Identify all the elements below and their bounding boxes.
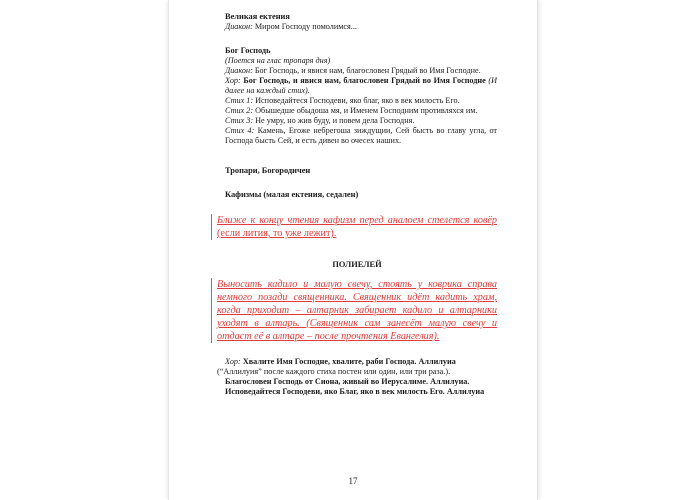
- verse-text: Камень, Егоже небрегоша зиждущии, Сей бысть во главу угла, от Господа бысть Сей, и есть дивен во очесех наших.: [225, 126, 498, 145]
- line-blessed-sion: Благословен Господь от Сиона, живый во Иерусалиме. Аллилуиа.: [225, 377, 470, 386]
- role-label: Диакон:: [225, 22, 253, 31]
- rubric-note-carpet: [211, 214, 497, 240]
- bog-note: (Поется на глас тропаря дня): [225, 56, 331, 65]
- line-text: Хвалите Имя Господне, хвалите, раби Господа. Аллилуиа: [240, 357, 456, 366]
- deacon-line: [217, 22, 497, 32]
- section-title-great-litany: Великая ектения: [225, 12, 290, 21]
- verse-label: Стих 2:: [225, 106, 254, 115]
- document-page: [168, 0, 538, 500]
- line-note: (И далее на каждый стих).: [225, 76, 497, 95]
- verse-line: [217, 106, 497, 116]
- verse-line: [217, 126, 497, 146]
- rubric-note-plain: (если лития, то уже лежит).: [217, 228, 337, 239]
- verse-label: Стих 3:: [225, 116, 254, 125]
- role-label: Хор:: [225, 76, 241, 85]
- verse-line: [217, 96, 497, 106]
- role-label: Диакон:: [225, 66, 253, 75]
- verse-text: Исповедайтеся Господеви, яко благ, яко в век милость Его.: [253, 96, 460, 105]
- verse-line: [217, 116, 497, 126]
- line-confess: Исповедайтеся Господеви, яко Благ, яко в век милость Его. Аллилуиа: [225, 387, 485, 396]
- section-title-polieley: ПОЛИЕЛЕЙ: [332, 260, 382, 269]
- line-text: Бог Господь, и явися нам, благословен Грядый во Имя Господне.: [252, 66, 481, 75]
- role-label: Хор:: [225, 357, 241, 366]
- page-number: 17: [348, 476, 358, 486]
- verse-label: Стих 1:: [225, 96, 254, 105]
- verse-text: Не умру, но жив буду, и повем дела Господня.: [253, 116, 415, 125]
- verse-label: Стих 4:: [225, 126, 255, 135]
- line-text: Бог Господь, и явися нам, благословен Грядый во Имя Господне: [240, 76, 486, 85]
- choir-praise-line: [217, 357, 497, 367]
- choir-praise-note: (“Аллилуия” после каждого стиха постен или один, или три раза.).: [217, 367, 451, 376]
- rubric-note-italic: Ближе к концу чтения кафизм перед аналоем стелется ковёр: [217, 215, 497, 226]
- rubric-note-censer: Выносить кадило и малую свечу, стоять у коврика справа немного позади священника. Священник идёт кадить храм, когда приходит – алтарник забирает кадило и алтарники уходят в алтарь. (Священник сам занесёт малую свечу и отдаст её в алтаре – после прочтения Евангелия).: [211, 278, 497, 343]
- section-title-tropari: Тропари, Богородичен: [225, 166, 311, 175]
- section-title-bog-gospod: Бог Господь: [225, 46, 271, 55]
- bog-choir-line: [217, 76, 497, 96]
- page-content: [217, 12, 497, 397]
- section-title-kafizmy: Кафизмы (малая ектения, седален): [225, 190, 359, 199]
- bog-deacon-line: [217, 66, 497, 76]
- verse-text: Обышедше обыдоша мя, и Именем Господним противляхся им.: [253, 106, 478, 115]
- line-text: Миром Господу помолимся...: [252, 22, 357, 31]
